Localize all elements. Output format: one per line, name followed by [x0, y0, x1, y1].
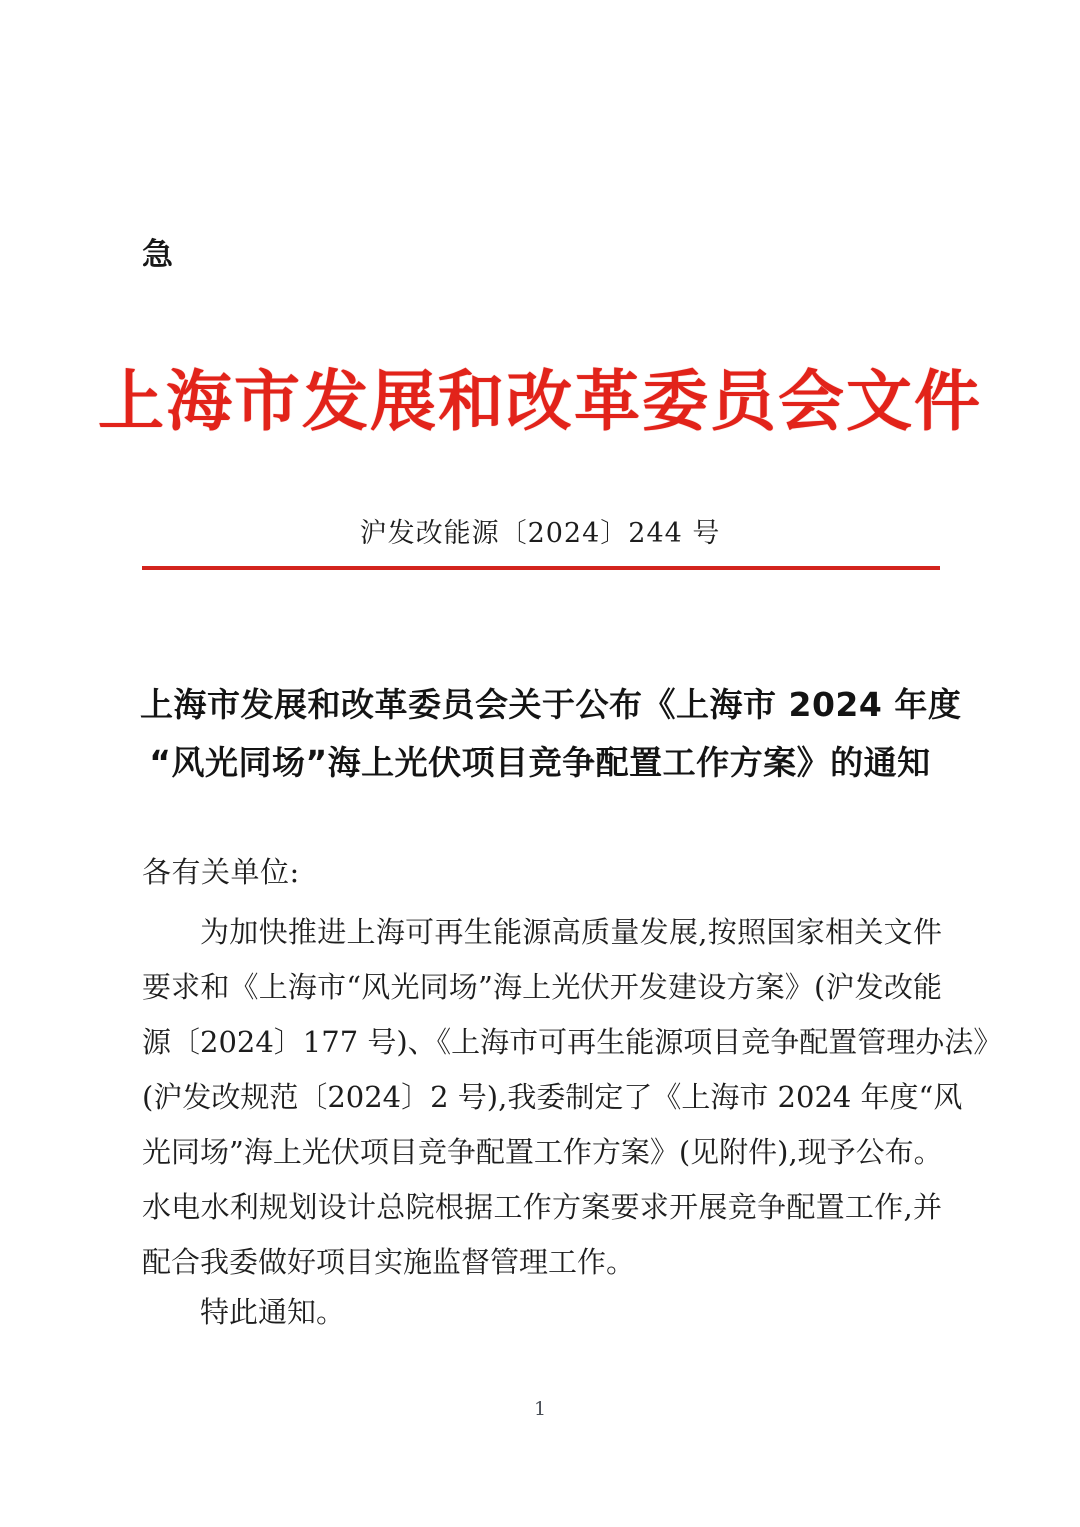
document-serial-number: 沪发改能源〔2024〕244 号: [359, 518, 721, 549]
document-title-line-1: 上海市发展和改革委员会关于公布《上海市 2024 年度: [140, 685, 962, 724]
body-line: 要求和《上海市“风光同场”海上光伏开发建设方案》(沪发改能: [142, 970, 942, 1004]
document-title: [140, 676, 962, 792]
page-number: 1: [533, 1398, 547, 1420]
body-line: (沪发改规范〔2024〕2 号),我委制定了《上海市 2024 年度“风: [142, 1080, 963, 1114]
document-masthead-title: 上海市发展和改革委员会文件: [98, 362, 982, 440]
body-line: 水电水利规划设计总院根据工作方案要求开展竞争配置工作,并: [142, 1190, 942, 1224]
closing-statement: 特此通知。: [200, 1295, 346, 1329]
body-line: 光同场”海上光伏项目竞争配置工作方案》(见附件),现予公布。: [142, 1135, 943, 1169]
document-title-line-2: “风光同场”海上光伏项目竞争配置工作方案》的通知: [149, 743, 931, 782]
salutation: 各有关单位:: [142, 855, 300, 889]
red-separator-rule: [142, 566, 940, 570]
urgency-mark: 急: [142, 237, 173, 273]
body-line: 为加快推进上海可再生能源高质量发展,按照国家相关文件: [200, 915, 942, 949]
body-line: 源〔2024〕177 号)、《上海市可再生能源项目竞争配置管理办法》: [142, 1025, 1003, 1059]
body-paragraph: [142, 905, 1003, 1290]
body-line: 配合我委做好项目实施监督管理工作。: [142, 1245, 636, 1279]
